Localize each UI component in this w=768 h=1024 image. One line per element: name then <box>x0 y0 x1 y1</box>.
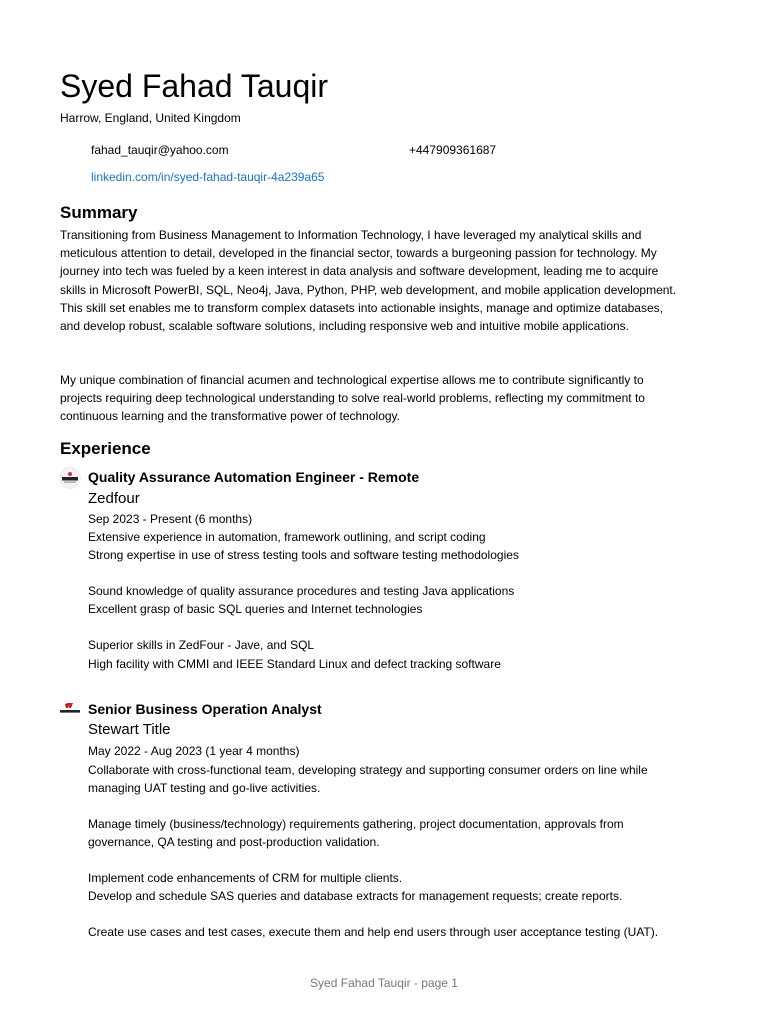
candidate-location: Harrow, England, United Kingdom <box>60 111 241 125</box>
experience-heading: Experience <box>60 439 151 458</box>
job-description-line: Manage timely (business/technology) requirements gathering, project documentation, approvals from governance, QA testing and post-production validation. <box>88 817 624 850</box>
candidate-name: Syed Fahad Tauqir <box>60 68 329 104</box>
job-description-line: Develop and schedule SAS queries and database extracts for management requests; create reports. <box>88 889 623 903</box>
job-description-line: Sound knowledge of quality assurance procedures and testing Java applications <box>88 584 515 598</box>
page-footer: Syed Fahad Tauqir - page 1 <box>310 976 458 990</box>
job-company: Zedfour <box>88 490 140 507</box>
job-description-line: Create use cases and test cases, execute them and help end users through user acceptance testing (UAT). <box>88 925 659 939</box>
job-description-line: Extensive experience in automation, framework outlining, and script coding <box>88 530 486 544</box>
job-description-line: Excellent grasp of basic SQL queries and Internet technologies <box>88 602 423 616</box>
summary-paragraph-2: My unique combination of financial acumen and technological expertise allows me to contribute significantly to projects requiring deep technological understanding to solve real-world problems, reflecting my commitment to continuous learning and the transformative power of technology. <box>60 373 645 424</box>
contact-phone[interactable]: +447909361687 <box>409 143 497 157</box>
linkedin-link[interactable]: linkedin.com/in/syed-fahad-tauqir-4a239a65 <box>91 170 325 184</box>
job-title: Senior Business Operation Analyst <box>88 701 322 717</box>
job-company: Stewart Title <box>88 721 171 738</box>
job-dates: May 2022 - Aug 2023 (1 year 4 months) <box>88 744 300 758</box>
job-description-line: Superior skills in ZedFour - Jave, and SQL <box>88 638 315 652</box>
zedfour-logo-icon <box>59 467 81 489</box>
job-description-line: Implement code enhancements of CRM for multiple clients. <box>88 871 403 885</box>
job-description-line: Strong expertise in use of stress testing tools and software testing methodologies <box>88 548 519 562</box>
job-dates: Sep 2023 - Present (6 months) <box>88 512 253 526</box>
job-title: Quality Assurance Automation Engineer - Remote <box>88 469 420 485</box>
summary-paragraph-1: Transitioning from Business Management to Information Technology, I have leveraged my analytical skills and meticulous attention to detail, developed in the financial sector, towards a burgeoning passion for technology. My journey into tech was fueled by a keen interest in data analysis and software development, leading me to acquire skills in Microsoft PowerBI, SQL, Neo4j, Java, Python, PHP, web development, and mobile application development. This skill set enables me to transform complex datasets into actionable insights, manage and optimize databases, and develop robust, scalable software solutions, including responsive web and intuitive mobile applications. <box>60 228 677 334</box>
job-description-line: High facility with CMMI and IEEE Standard Linux and defect tracking software <box>88 657 501 671</box>
job-description-line: Collaborate with cross-functional team, developing strategy and supporting consumer orders on line while managing UAT testing and go-live activities. <box>88 763 648 796</box>
contact-email[interactable]: fahad_tauqir@yahoo.com <box>91 143 229 157</box>
summary-heading: Summary <box>60 203 138 222</box>
stewart-logo-icon <box>59 699 81 721</box>
